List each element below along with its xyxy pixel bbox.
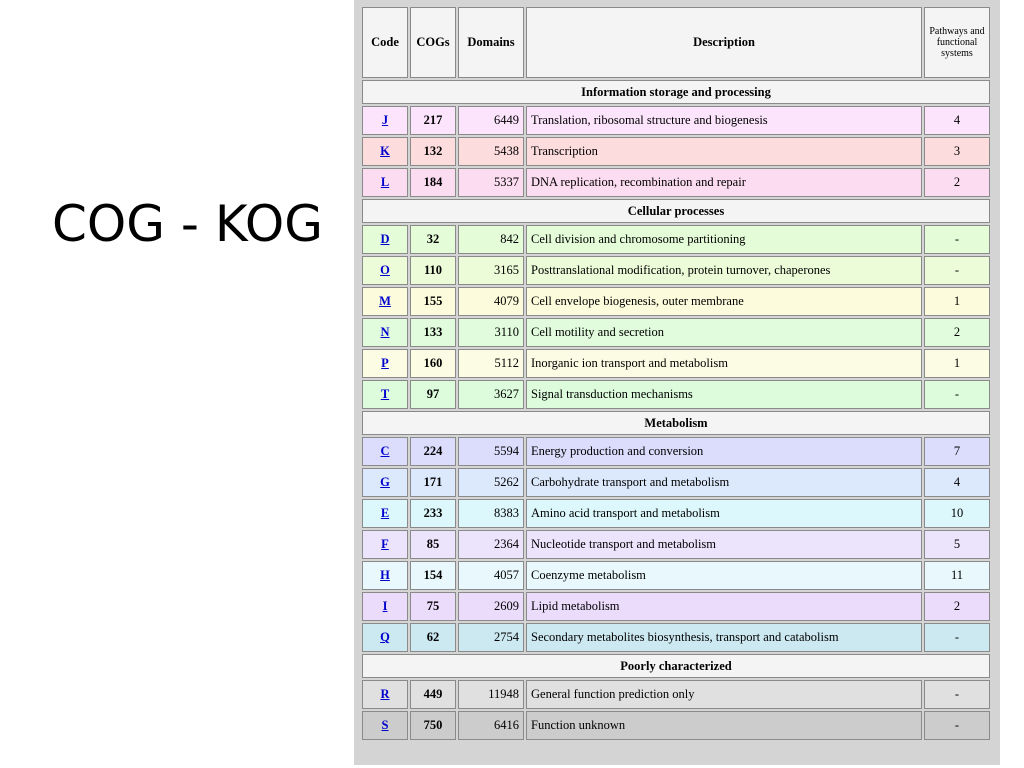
domains-count-cell: 842 bbox=[458, 225, 524, 254]
category-code-cell bbox=[362, 680, 408, 709]
table-row bbox=[362, 349, 990, 378]
category-code-link[interactable]: M bbox=[379, 294, 391, 308]
table-row bbox=[362, 225, 990, 254]
domains-count-cell: 3627 bbox=[458, 380, 524, 409]
pathways-cell: 2 bbox=[924, 592, 990, 621]
category-code-cell bbox=[362, 137, 408, 166]
pathways-cell: - bbox=[924, 680, 990, 709]
category-code-link[interactable]: N bbox=[380, 325, 390, 339]
category-code-cell bbox=[362, 530, 408, 559]
table-row bbox=[362, 530, 990, 559]
table-row bbox=[362, 287, 990, 316]
category-code-link[interactable]: E bbox=[380, 506, 390, 520]
category-code-cell bbox=[362, 592, 408, 621]
pathways-cell: 4 bbox=[924, 106, 990, 135]
cogs-count-cell: 449 bbox=[410, 680, 456, 709]
description-cell: Lipid metabolism bbox=[526, 592, 922, 621]
header-description: Description bbox=[526, 7, 922, 78]
description-cell: Transcription bbox=[526, 137, 922, 166]
header-code: Code bbox=[362, 7, 408, 78]
pathways-cell: - bbox=[924, 256, 990, 285]
cogs-count-cell: 110 bbox=[410, 256, 456, 285]
section-title: Cellular processes bbox=[362, 199, 990, 223]
domains-count-cell: 4057 bbox=[458, 561, 524, 590]
category-code-cell bbox=[362, 106, 408, 135]
table-row bbox=[362, 380, 990, 409]
pathways-cell: 2 bbox=[924, 168, 990, 197]
section-title: Metabolism bbox=[362, 411, 990, 435]
section-header-row bbox=[362, 411, 990, 435]
cogs-count-cell: 133 bbox=[410, 318, 456, 347]
category-code-cell bbox=[362, 561, 408, 590]
cogs-count-cell: 132 bbox=[410, 137, 456, 166]
category-code-cell bbox=[362, 437, 408, 466]
domains-count-cell: 3110 bbox=[458, 318, 524, 347]
cogs-count-cell: 217 bbox=[410, 106, 456, 135]
description-cell: DNA replication, recombination and repair bbox=[526, 168, 922, 197]
description-cell: Inorganic ion transport and metabolism bbox=[526, 349, 922, 378]
section-header-row bbox=[362, 80, 990, 104]
category-code-link[interactable]: Q bbox=[380, 630, 390, 644]
category-code-cell bbox=[362, 711, 408, 740]
category-code-cell bbox=[362, 287, 408, 316]
cogs-count-cell: 155 bbox=[410, 287, 456, 316]
table-row bbox=[362, 561, 990, 590]
pathways-cell: 11 bbox=[924, 561, 990, 590]
cogs-count-cell: 85 bbox=[410, 530, 456, 559]
pathways-cell: 5 bbox=[924, 530, 990, 559]
domains-count-cell: 6416 bbox=[458, 711, 524, 740]
category-code-cell bbox=[362, 380, 408, 409]
section-header-row bbox=[362, 199, 990, 223]
table-row bbox=[362, 168, 990, 197]
description-cell: Posttranslational modification, protein turnover, chaperones bbox=[526, 256, 922, 285]
cogs-count-cell: 184 bbox=[410, 168, 456, 197]
table-row bbox=[362, 137, 990, 166]
category-code-link[interactable]: R bbox=[380, 687, 390, 701]
header-cogs: COGs bbox=[410, 7, 456, 78]
cogs-count-cell: 62 bbox=[410, 623, 456, 652]
category-code-cell bbox=[362, 623, 408, 652]
description-cell: General function prediction only bbox=[526, 680, 922, 709]
category-code-link[interactable]: I bbox=[382, 599, 388, 613]
pathways-cell: 10 bbox=[924, 499, 990, 528]
category-code-link[interactable]: T bbox=[380, 387, 390, 401]
pathways-cell: 2 bbox=[924, 318, 990, 347]
pathways-cell: 1 bbox=[924, 349, 990, 378]
domains-count-cell: 5337 bbox=[458, 168, 524, 197]
cogs-count-cell: 750 bbox=[410, 711, 456, 740]
pathways-cell: 7 bbox=[924, 437, 990, 466]
category-code-link[interactable]: K bbox=[380, 144, 390, 158]
domains-count-cell: 4079 bbox=[458, 287, 524, 316]
pathways-cell: 3 bbox=[924, 137, 990, 166]
category-code-link[interactable]: P bbox=[381, 356, 389, 370]
category-code-cell bbox=[362, 468, 408, 497]
category-code-link[interactable]: J bbox=[381, 113, 389, 127]
description-cell: Cell envelope biogenesis, outer membrane bbox=[526, 287, 922, 316]
domains-count-cell: 2609 bbox=[458, 592, 524, 621]
table-row bbox=[362, 592, 990, 621]
category-code-link[interactable]: F bbox=[381, 537, 389, 551]
domains-count-cell: 2364 bbox=[458, 530, 524, 559]
section-title: Information storage and processing bbox=[362, 80, 990, 104]
table-row bbox=[362, 468, 990, 497]
description-cell: Cell motility and secretion bbox=[526, 318, 922, 347]
domains-count-cell: 2754 bbox=[458, 623, 524, 652]
table-row bbox=[362, 711, 990, 740]
category-code-cell bbox=[362, 499, 408, 528]
pathways-cell: - bbox=[924, 623, 990, 652]
pathways-cell: - bbox=[924, 380, 990, 409]
header-domains: Domains bbox=[458, 7, 524, 78]
category-code-link[interactable]: D bbox=[380, 232, 390, 246]
domains-count-cell: 5594 bbox=[458, 437, 524, 466]
table-row bbox=[362, 256, 990, 285]
cogs-count-cell: 233 bbox=[410, 499, 456, 528]
table-row bbox=[362, 106, 990, 135]
table-row bbox=[362, 437, 990, 466]
category-code-link[interactable]: C bbox=[380, 444, 390, 458]
pathways-cell: 4 bbox=[924, 468, 990, 497]
description-cell: Signal transduction mechanisms bbox=[526, 380, 922, 409]
table-row bbox=[362, 623, 990, 652]
category-code-cell bbox=[362, 168, 408, 197]
category-code-link[interactable]: O bbox=[380, 263, 390, 277]
domains-count-cell: 11948 bbox=[458, 680, 524, 709]
cogs-count-cell: 160 bbox=[410, 349, 456, 378]
domains-count-cell: 3165 bbox=[458, 256, 524, 285]
description-cell: Amino acid transport and metabolism bbox=[526, 499, 922, 528]
description-cell: Secondary metabolites biosynthesis, transport and catabolism bbox=[526, 623, 922, 652]
category-code-link[interactable]: S bbox=[381, 718, 389, 732]
category-code-link[interactable]: L bbox=[380, 175, 390, 189]
header-pathways bbox=[924, 7, 990, 78]
pathways-cell: - bbox=[924, 225, 990, 254]
cogs-count-cell: 32 bbox=[410, 225, 456, 254]
table-row bbox=[362, 680, 990, 709]
domains-count-cell: 6449 bbox=[458, 106, 524, 135]
cogs-count-cell: 224 bbox=[410, 437, 456, 466]
slide-title: COG - KOG bbox=[52, 195, 323, 253]
cogs-count-cell: 154 bbox=[410, 561, 456, 590]
cogs-count-cell: 75 bbox=[410, 592, 456, 621]
category-code-cell bbox=[362, 225, 408, 254]
description-cell: Function unknown bbox=[526, 711, 922, 740]
table-row bbox=[362, 499, 990, 528]
description-cell: Carbohydrate transport and metabolism bbox=[526, 468, 922, 497]
description-cell: Coenzyme metabolism bbox=[526, 561, 922, 590]
category-code-cell bbox=[362, 318, 408, 347]
table-header-row bbox=[362, 7, 990, 78]
description-cell: Translation, ribosomal structure and biogenesis bbox=[526, 106, 922, 135]
table-row bbox=[362, 318, 990, 347]
category-code-link[interactable]: H bbox=[380, 568, 390, 582]
cog-table-panel bbox=[354, 0, 1000, 765]
domains-count-cell: 5112 bbox=[458, 349, 524, 378]
section-header-row bbox=[362, 654, 990, 678]
cogs-count-cell: 97 bbox=[410, 380, 456, 409]
cogs-count-cell: 171 bbox=[410, 468, 456, 497]
category-code-cell bbox=[362, 256, 408, 285]
description-cell: Energy production and conversion bbox=[526, 437, 922, 466]
category-code-cell bbox=[362, 349, 408, 378]
domains-count-cell: 5438 bbox=[458, 137, 524, 166]
category-code-link[interactable]: G bbox=[380, 475, 390, 489]
section-title: Poorly characterized bbox=[362, 654, 990, 678]
pathways-cell: 1 bbox=[924, 287, 990, 316]
cog-category-table bbox=[360, 5, 992, 742]
pathways-cell: - bbox=[924, 711, 990, 740]
description-cell: Cell division and chromosome partitioning bbox=[526, 225, 922, 254]
header-pathways-label: Pathways and functional systems bbox=[929, 26, 985, 59]
description-cell: Nucleotide transport and metabolism bbox=[526, 530, 922, 559]
domains-count-cell: 8383 bbox=[458, 499, 524, 528]
domains-count-cell: 5262 bbox=[458, 468, 524, 497]
